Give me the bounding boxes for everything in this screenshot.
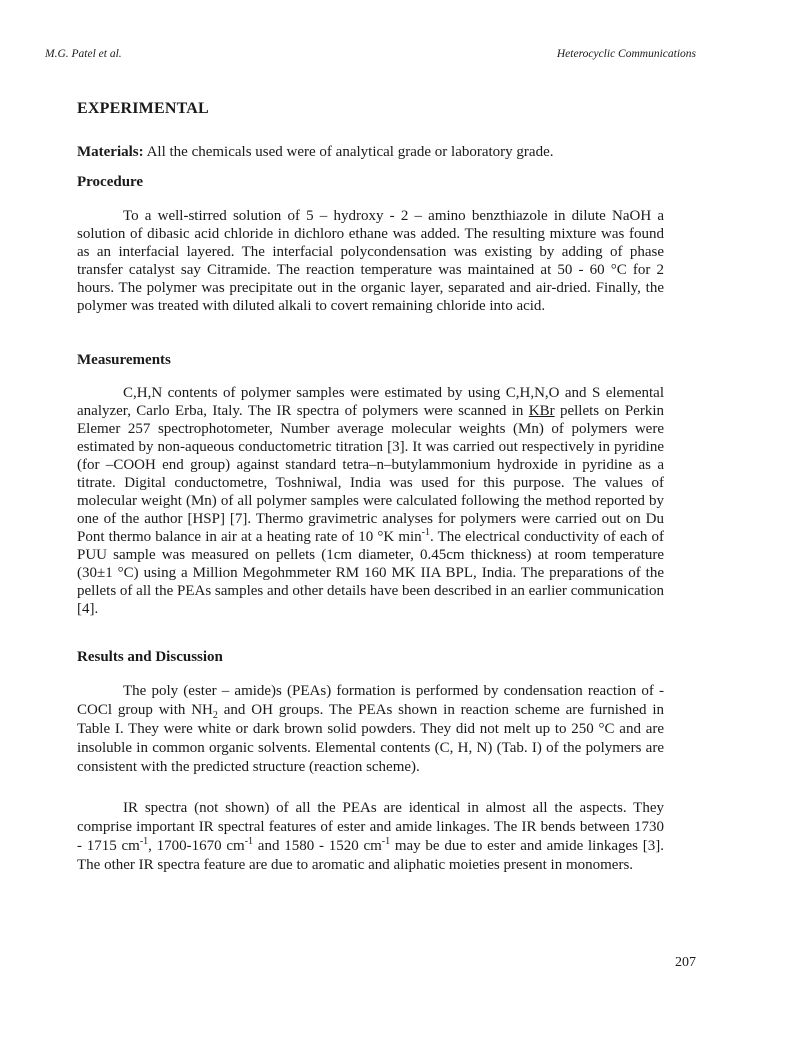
page-number: 207 — [675, 955, 696, 970]
measurements-text-3: . The electrical conductivity of each of PUU sample was measured on pellets (1cm diameter, 0.45cm thickness) at room temperature (30±1 °C) using a Million Megohmmeter RM 160 MK IIA BPL, India. The preparations of the pellets of all the PEAs samples and other details have been described in an earlier communication [4]. — [77, 529, 664, 617]
results-text-2d: may be due to ester and amide linkages [3]. The other IR spectra feature are due to aromatic and aliphatic moieties present in monomers. — [77, 838, 664, 873]
materials-text: All the chemicals used were of analytical grade or laboratory grade. — [146, 144, 554, 160]
superscript: -1 — [381, 836, 391, 847]
results-text-2b: , 1700-1670 cm — [148, 838, 245, 854]
running-header-journal: Heterocyclic Communications — [556, 48, 696, 60]
materials-paragraph — [77, 143, 664, 161]
results-text-1a: The poly (ester – amide)s (PEAs) formation is performed by condensation reaction of -COCl group with NH — [77, 683, 664, 718]
results-text-2a: IR spectra (not shown) of all the PEAs are identical in almost all the aspects. They comprise important IR spectral features of ester and amide linkages. The IR bends between 1730 - 1715 cm — [77, 800, 664, 854]
superscript: -1 — [244, 836, 254, 847]
procedure-heading: Procedure — [77, 174, 144, 190]
running-header-author: M.G. Patel et al. — [45, 48, 122, 60]
subscript: 2 — [212, 710, 218, 721]
superscript: -1 — [421, 527, 430, 538]
results-paragraph-2 — [77, 799, 664, 875]
measurements-text-2: pellets on Perkin Elemer 257 spectrophotometer, Number average molecular weights (Mn) of polymers were estimated by non-aqueous conductometric titration [3]. It was carried out respectively in pyridine (for –COOH end group) against standard tetra–n–butylammonium hydroxide in pyridine as a titrate. Digital conductometre, Toshniwal, India was used for this purpose. The values of molecular weight (Mn) of all polymer samples were calculated following the method reported by one of the author [HSP] [7]. Thermo gravimetric analyses for polymers were carried out on Du Pont thermo balance in air at a heating rate of 10 °K min — [77, 403, 664, 545]
materials-label: Materials: — [77, 144, 144, 160]
results-heading: Results and Discussion — [77, 649, 223, 665]
results-text-2c: and 1580 - 1520 cm — [253, 838, 382, 854]
procedure-paragraph: To a well-stirred solution of 5 – hydroxy - 2 – amino benzthiazole in dilute NaOH a solution of dibasic acid chloride in dichloro ethane was added. The resulting mixture was found as an interfacial layered. The interfacial polycondensation was existing by adding of phase transfer catalyst say Citramide. The reaction temperature was maintained at 50 - 60 °C for 2 hours. The polymer was precipitate out in the organic layer, separated and air-dried. Finally, the polymer was treated with diluted alkali to covert remaining chloride into acid. — [77, 208, 664, 314]
results-paragraph-1 — [77, 682, 664, 777]
measurements-text-1: C,H,N contents of polymer samples were estimated by using C,H,N,O and S elemental analyzer, Carlo Erba, Italy. The IR spectra of polymers were scanned in — [77, 385, 664, 419]
section-title: EXPERIMENTAL — [77, 100, 209, 117]
measurements-heading: Measurements — [77, 352, 171, 368]
superscript: -1 — [139, 836, 149, 847]
measurements-paragraph — [77, 384, 664, 618]
results-text-1b: and OH groups. The PEAs shown in reaction scheme are furnished in Table I. They were white or dark brown solid powders. They did not melt up to 250 °C and are insoluble in common organic solvents. Elemental contents (C, H, N) (Tab. I) of the polymers are consistent with the predicted structure (reaction scheme). — [77, 702, 664, 775]
kbr-term: KBr — [528, 403, 555, 419]
